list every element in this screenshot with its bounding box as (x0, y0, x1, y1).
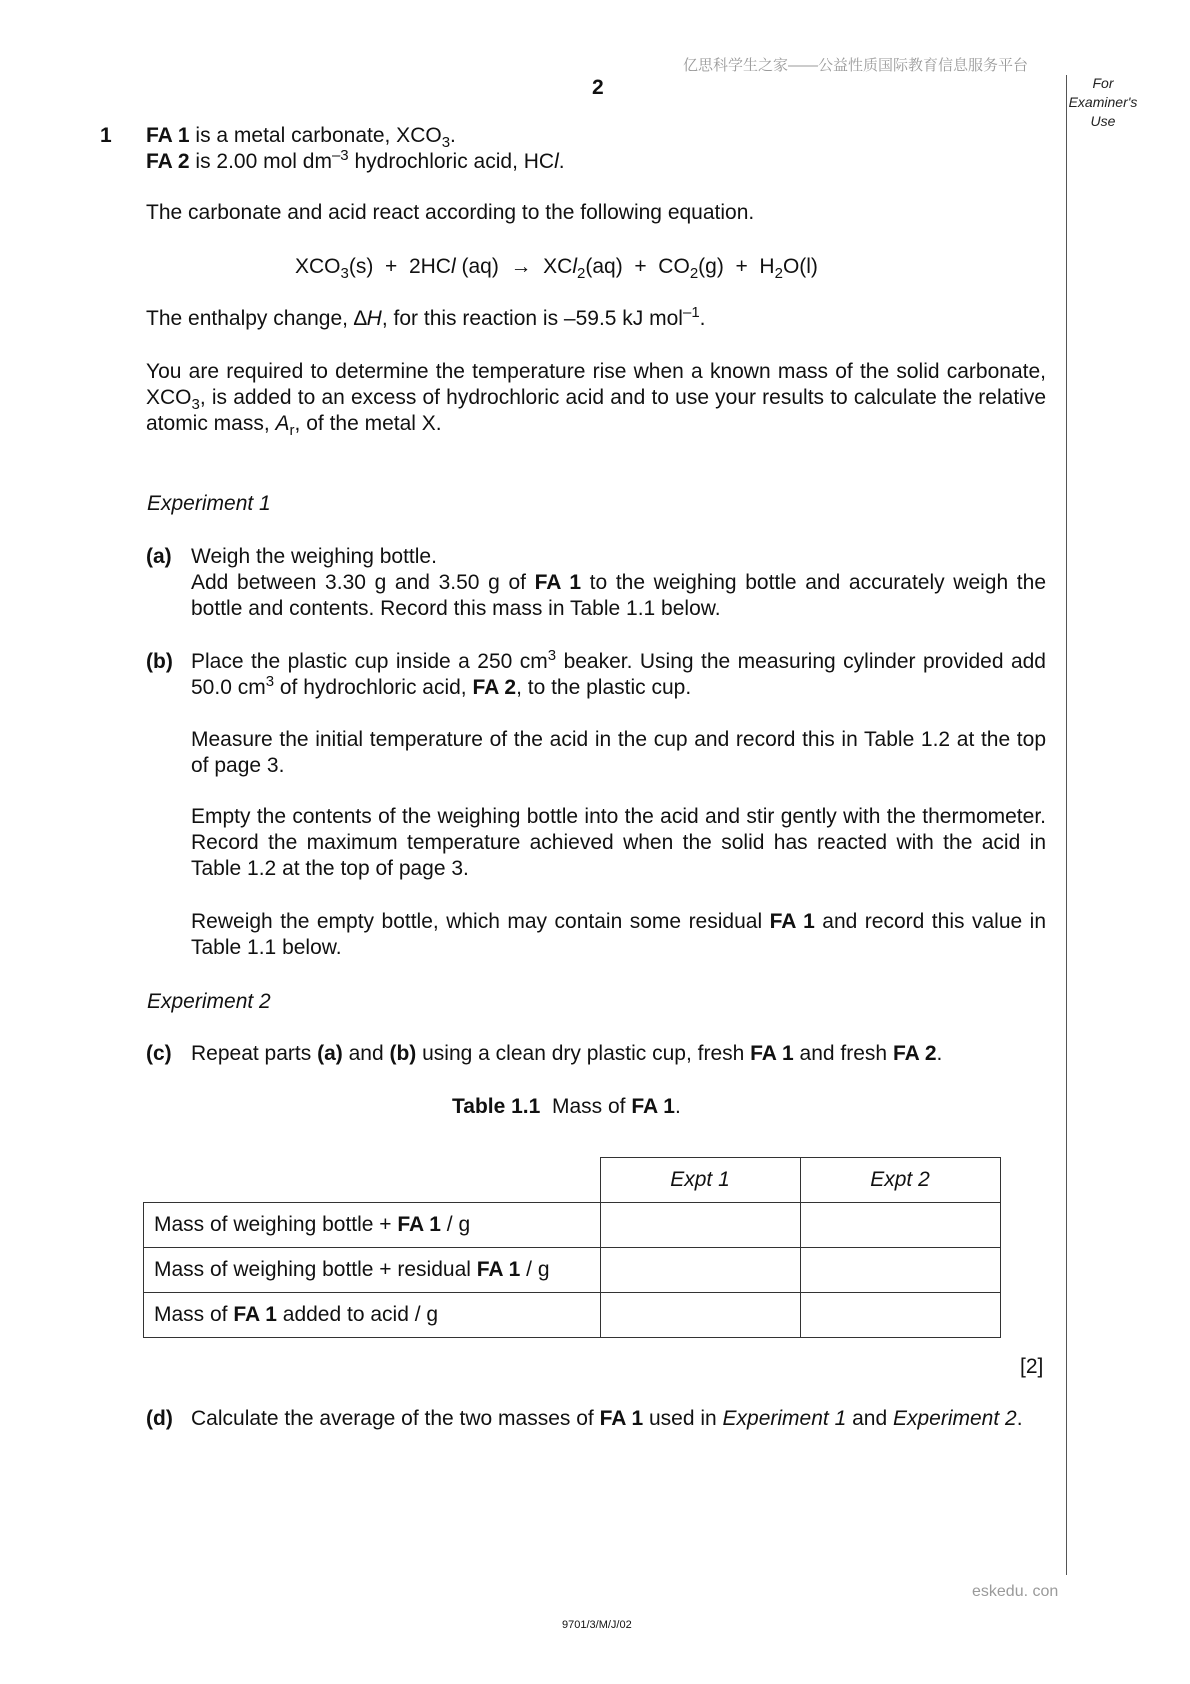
row-label: Mass of weighing bottle + FA 1 / g (144, 1203, 601, 1248)
part-b-paragraph-4: Reweigh the empty bottle, which may contain some residual FA 1 and record this value in Table 1.1 below. (191, 910, 1046, 959)
table-row (144, 1248, 1001, 1293)
part-a-line-1: Weigh the weighing bottle. (191, 545, 437, 568)
watermark-text: 亿思科学生之家——公益性质国际教育信息服务平台 (683, 57, 1029, 74)
part-c-text: Repeat parts (a) and (b) using a clean dry plastic cup, fresh FA 1 and fresh FA 2. (191, 1042, 943, 1065)
reaction-intro: The carbonate and acid react according to the following equation. (146, 201, 755, 224)
table-row (144, 1203, 1001, 1248)
part-b-label: (b) (146, 650, 173, 673)
table-header-expt2: Expt 2 (800, 1158, 1000, 1203)
part-b-paragraph-3: Empty the contents of the weighing bottle into the acid and stir gently with the thermometer. Record the maximum temperature achieved when the solid has reacted with the acid in Table 1.2 at the top of page 3. (191, 805, 1046, 880)
row-label: Mass of weighing bottle + residual FA 1 / g (144, 1248, 601, 1293)
expt1-input-cell[interactable] (600, 1293, 800, 1338)
examiner-line-3: Use (1090, 113, 1116, 129)
experiment-1-heading: Experiment 1 (147, 492, 271, 515)
table-header-expt1: Expt 1 (600, 1158, 800, 1203)
examiner-line-2: Examiner's (1068, 94, 1138, 110)
question-number: 1 (100, 124, 112, 147)
examiner-line-1: For (1092, 75, 1114, 91)
experiment-2-heading: Experiment 2 (147, 990, 271, 1013)
table-caption: Table 1.1 Mass of FA 1. (452, 1095, 681, 1118)
fa1-definition: FA 1 is a metal carbonate, $XCO_3$. (146, 124, 456, 151)
paper-code: 9701/3/M/J/02 (562, 1619, 632, 1631)
requirement-paragraph: You are required to determine the temperature rise when a known mass of the solid carbonate, $XCO_3$, is added to an excess of hydrochloric acid and to use your results to calculate the relative atomic mass, $A_r$, of the metal X. (146, 360, 1046, 439)
part-d-label: (d) (146, 1407, 173, 1430)
page-number: 2 (592, 76, 604, 99)
part-a-paragraph: Add between 3.30 g and 3.50 g of FA 1 to the weighing bottle and accurately weigh the bottle and contents. Record this mass in Table 1.1 below. (191, 571, 1046, 620)
expt2-input-cell[interactable] (800, 1248, 1000, 1293)
expt2-input-cell[interactable] (800, 1203, 1000, 1248)
mass-table (143, 1157, 1001, 1338)
fa2-definition: FA 2 is 2.00 mol $dm^{-3}$ hydrochloric acid, HCl. (146, 147, 565, 173)
part-a-label: (a) (146, 545, 172, 568)
examiner-margin-rule (1066, 75, 1067, 1575)
part-c-label: (c) (146, 1042, 172, 1065)
table-row (144, 1293, 1001, 1338)
row-label: Mass of FA 1 added to acid / g (144, 1293, 601, 1338)
expt2-input-cell[interactable] (800, 1293, 1000, 1338)
marks-label: [2] (1020, 1355, 1044, 1378)
table-header-row (144, 1158, 1001, 1203)
site-watermark: eskedu. con (972, 1583, 1059, 1600)
expt1-input-cell[interactable] (600, 1248, 800, 1293)
enthalpy-statement: The enthalpy change, ∆H, for this reaction is –59.5 kJ mol$^{-1}$. (146, 304, 706, 330)
examiner-use-label (1068, 74, 1138, 131)
reaction-equation: $XCO_3(s) + 2HCl$ $(aq) \to XCl_2(aq) + CO_2(g) + H_2O(l)$ (295, 255, 818, 282)
part-d-paragraph: Calculate the average of the two masses of FA 1 used in Experiment 1 and Experiment 2. (191, 1407, 1023, 1430)
part-b-paragraph-1: Place the plastic cup inside a 250 $cm^3$ beaker. Using the measuring cylinder provided add 50.0 $cm^3$ of hydrochloric acid, FA 2, to the plastic cup. (191, 647, 1046, 699)
part-b-paragraph-2: Measure the initial temperature of the acid in the cup and record this in Table 1.2 at the top of page 3. (191, 728, 1046, 777)
expt1-input-cell[interactable] (600, 1203, 800, 1248)
table-corner-cell (144, 1158, 601, 1203)
